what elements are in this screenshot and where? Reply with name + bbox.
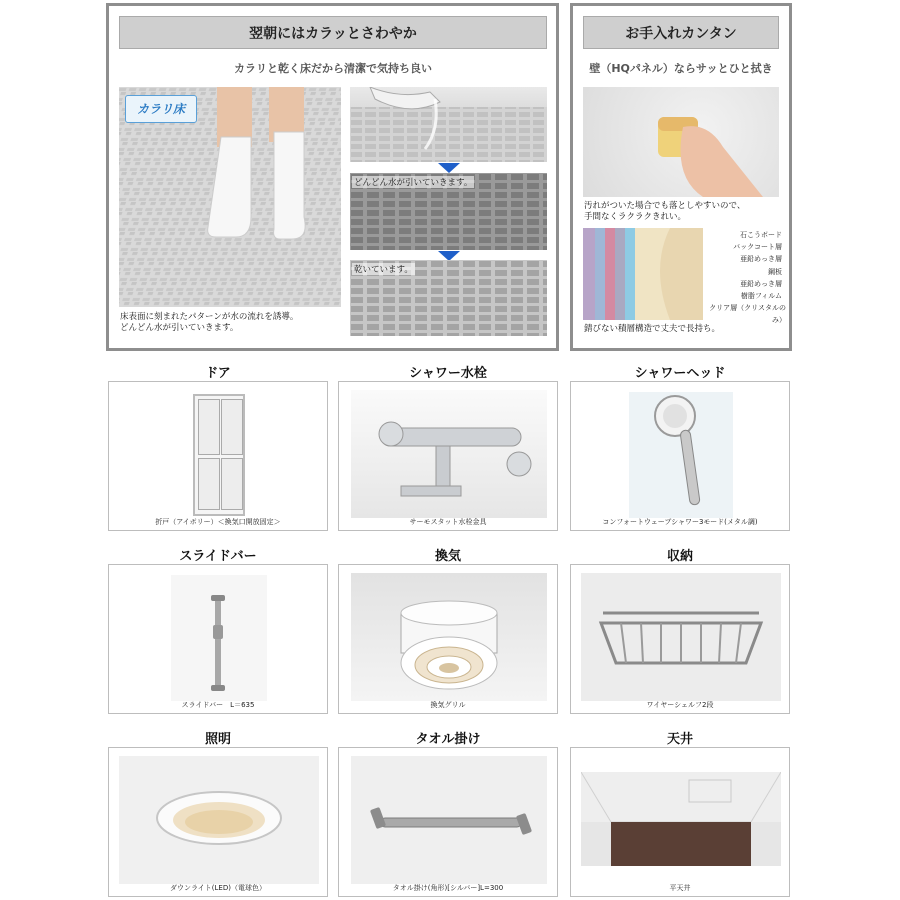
product-card-lighting [108,747,328,897]
product-card-ceiling [570,747,790,897]
door-image [193,394,245,516]
product-caption-slide-bar: スライドバー L＝635 [181,701,255,709]
layer-label: 石こうボード [740,231,782,239]
floor-caption-line2: どんどん水が引いていきます。 [120,323,239,333]
wall-panel-header: お手入れカンタン [583,16,779,49]
karari-floor-logo-text: カラリ床 [136,102,185,116]
floor-photo-water-pour [350,87,547,162]
step-arrow-icon [438,163,460,173]
wall-bottom-text: 錆びない積層構造で丈夫で長持ち。 [584,324,721,334]
product-title-towel-bar: タオル掛け [415,732,481,747]
shower-head-image [629,392,733,518]
karari-floor-logo [125,95,197,123]
wall-layer-diagram [583,228,703,320]
layer-label: 亜鉛めっき層 [740,255,782,264]
layer-labels [700,229,786,327]
wall-photo-sponge-wipe [583,87,779,197]
floor-panel-header: 翌朝にはカラッとさわやか [119,16,547,49]
wall-desc-line1: 汚れがついた場合でも落としやすいので、 [584,201,746,211]
product-card-ventilation [338,564,558,714]
product-caption-lighting: ダウンライト(LED)（電球色） [170,884,266,892]
product-title-storage: 収納 [666,549,693,564]
product-caption-shower-head: コンフォートウェーブシャワー3モード(メタル調) [602,518,758,526]
product-caption-towel-bar: タオル掛け(角形)[シルバー]L=300 [392,884,504,892]
step1-text: どんどん水が引いていきます。 [354,178,473,188]
wall-desc [584,201,784,223]
downlight-image [119,756,319,884]
product-card-slide-bar [108,564,328,714]
product-card-storage [570,564,790,714]
product-caption-shower-faucet: サーモスタット水栓金具 [409,518,487,526]
product-title-ceiling: 天井 [666,732,693,747]
layer-label: 樹脂フィルム [740,292,782,301]
step2-text: 乾いています。 [354,265,413,275]
product-title-lighting: 照明 [204,732,231,747]
layer-label: 亜鉛めっき層 [740,279,782,288]
product-caption-ventilation: 換気グリル [430,701,466,709]
floor-caption [120,312,350,334]
product-card-shower-head [570,381,790,531]
layer-label: バックコート層 [733,243,782,252]
layer-label: クリア層（クリスタルのみ） [709,304,786,325]
towel-bar-image [351,756,547,884]
product-title-shower-head: シャワーヘッド [634,366,726,381]
product-card-towel-bar [338,747,558,897]
product-caption-ceiling: 平天井 [669,884,691,892]
shower-faucet-image [351,390,547,518]
wall-panel-subtitle: 壁（HQパネル）ならサッとひと拭き [589,62,773,75]
product-title-ventilation: 換気 [434,549,461,564]
product-title-door: ドア [205,366,231,381]
floor-panel-subtitle: カラリと乾く床だから清潔で気持ち良い [234,62,432,75]
slide-bar-image [171,575,267,701]
product-card-door [108,381,328,531]
product-card-shower-faucet [338,381,558,531]
ventilation-image [351,573,547,701]
product-title-slide-bar: スライドバー [179,549,257,564]
product-caption-storage: ワイヤーシェルフ2段 [646,701,714,709]
floor-caption-line1: 床表面に刻まれたパターンが水の流れを誘導。 [120,312,299,322]
product-title-shower-faucet: シャワー水栓 [409,366,487,381]
product-caption-door: 折戸（アイボリー）＜換気口開放固定＞ [155,518,281,526]
ceiling-image [581,772,781,866]
wall-desc-line2: 手間なくラクラクきれい。 [584,212,687,222]
layer-label: 鋼板 [768,267,782,276]
wire-shelf-image [581,573,781,701]
